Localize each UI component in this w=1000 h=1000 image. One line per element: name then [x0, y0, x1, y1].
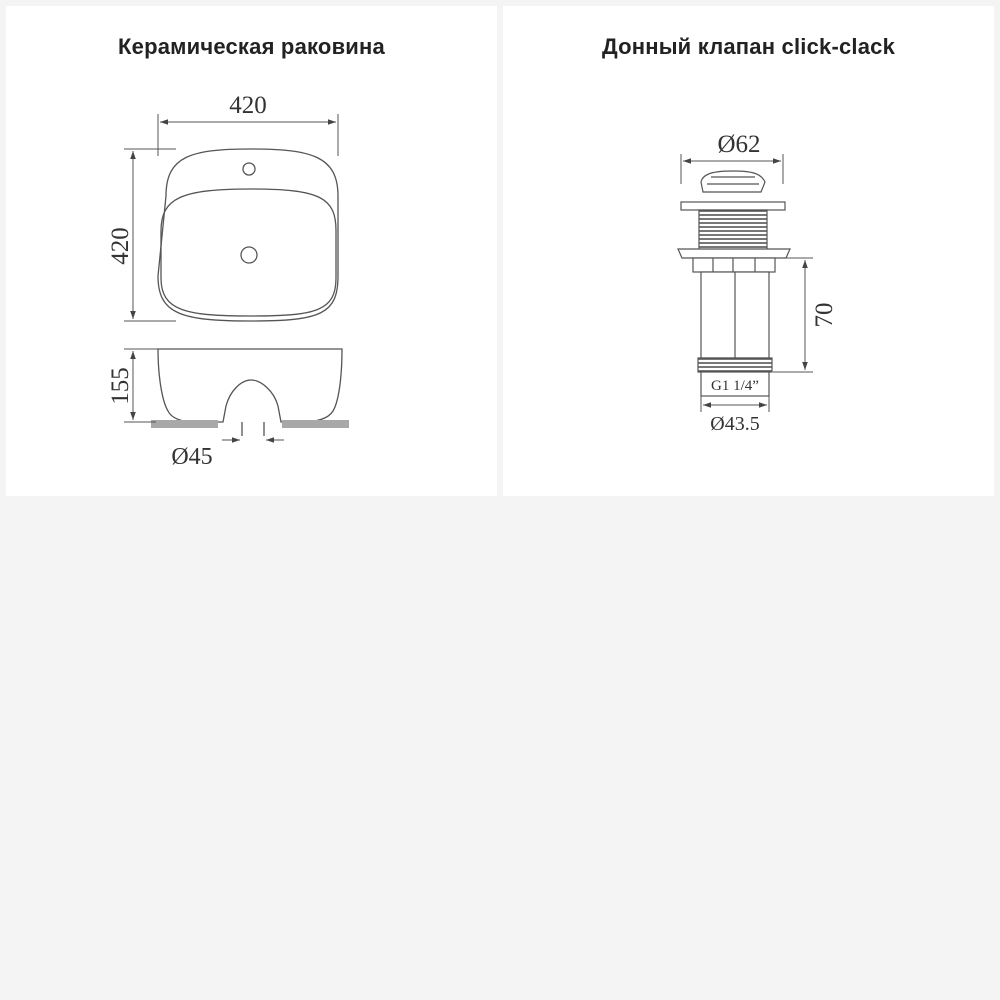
sink-panel	[6, 6, 497, 496]
valve-upper-thread	[699, 210, 767, 250]
drain-hole	[241, 247, 257, 263]
valve-outlet-label: Ø43.5	[710, 413, 760, 435]
sink-title: Керамическая раковина	[118, 34, 385, 59]
valve-length-label: 70	[811, 302, 838, 328]
sink-depth-label: 420	[107, 227, 134, 265]
valve-thread-label: G1 1/4”	[711, 378, 759, 394]
valve-drawing	[503, 6, 994, 496]
valve-washer	[678, 249, 790, 258]
valve-cap	[701, 171, 765, 192]
sink-drain-label: Ø45	[171, 444, 213, 470]
base-block-right	[282, 420, 349, 428]
sink-width-dimension	[158, 114, 338, 156]
valve-body	[678, 171, 790, 396]
valve-lower-thread	[698, 358, 772, 372]
valve-title: Донный клапан click-clack	[601, 34, 896, 59]
valve-cap-label: Ø62	[717, 131, 761, 158]
sink-drawing	[6, 6, 497, 496]
faucet-hole	[243, 163, 255, 175]
valve-panel	[503, 6, 994, 496]
valve-nut	[693, 258, 775, 272]
sink-top-view	[158, 149, 338, 321]
sink-width-label: 420	[229, 92, 267, 119]
sink-height-label: 155	[107, 367, 134, 405]
valve-outlet-dimension	[701, 396, 769, 412]
valve-flange	[681, 202, 785, 210]
valve-length-dimension	[773, 258, 813, 372]
base-block-left	[151, 420, 218, 428]
